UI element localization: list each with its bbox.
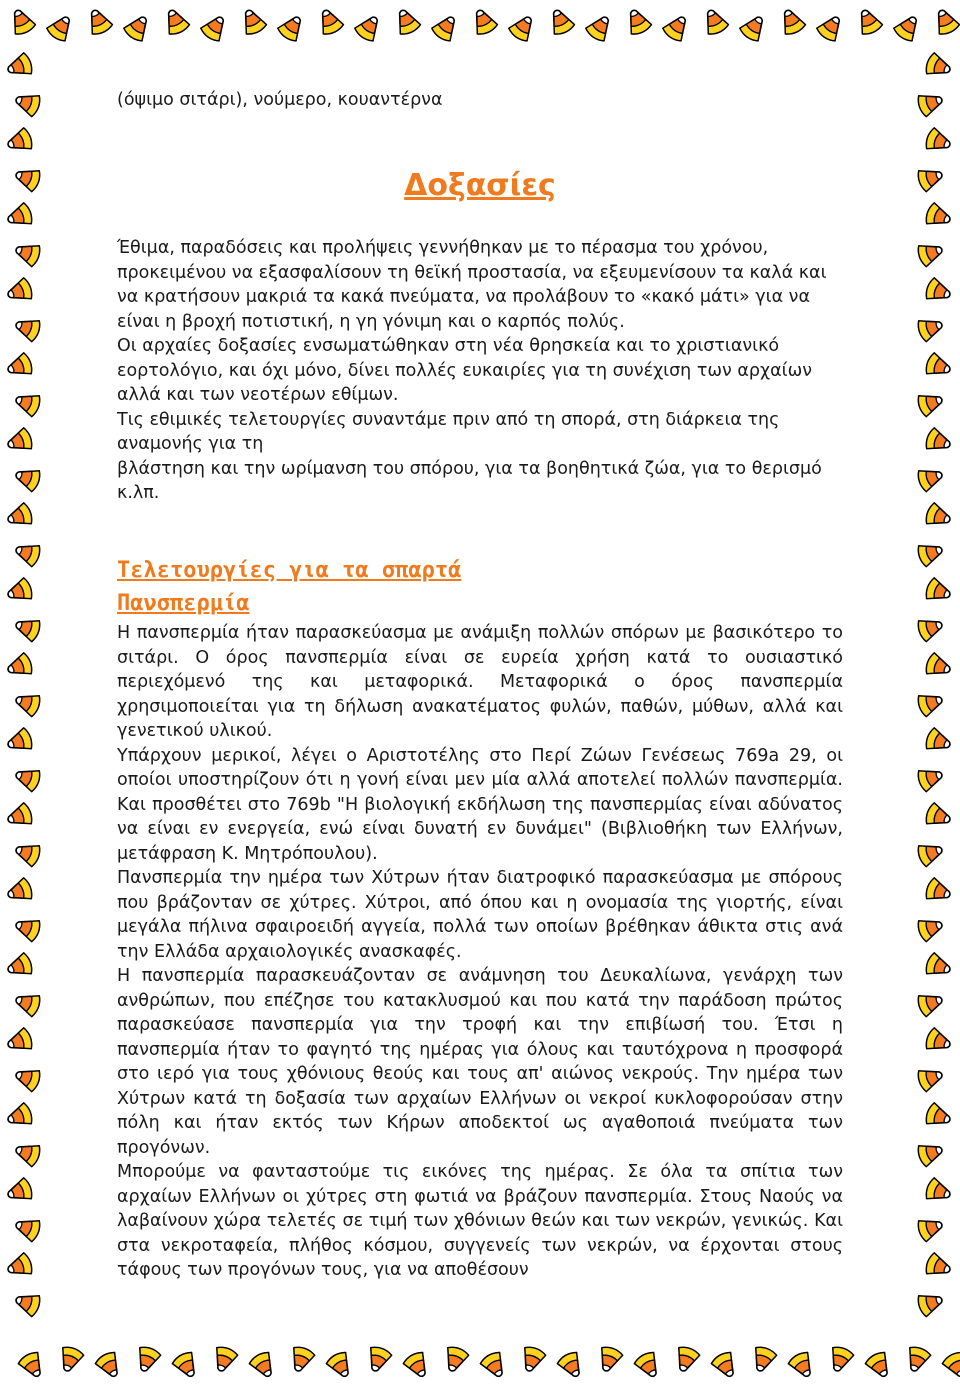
candy-corn-icon (4, 127, 34, 156)
candy-corn-icon (916, 1139, 946, 1168)
candy-corn-icon (892, 11, 924, 43)
candy-corn-icon (94, 1350, 125, 1381)
candy-corn-icon (916, 989, 946, 1018)
candy-corn-icon (4, 727, 34, 756)
candy-corn-icon (924, 427, 954, 456)
paragraph: βλάστηση και την ωρίμανση του σπόρου, για τα βοηθητικά ζώα, για το θερισμό κ.λπ. (117, 458, 822, 503)
candy-corn-icon (924, 877, 954, 906)
paragraph: Πανσπερμία την ημέρα των Χύτρων ήταν διατροφικό παρασκεύασμα με σπόρους που βράζονταν σε χύτρες. Χύτροι, από όπου και η ονομασία της γιορτής, είναι μεγάλα πήλινα σφαιροειδή αγγεία, πολλά των οποίων βρέθηκαν άθικτα στις ανά την Ελλάδα αρχαιολογικές ανασκαφές. (117, 868, 843, 962)
candy-corn-icon (916, 1214, 946, 1243)
candy-corn-icon (12, 1289, 42, 1318)
candy-corn-icon (924, 352, 954, 381)
candy-corn-icon (12, 239, 42, 268)
candy-corn-icon (633, 1350, 664, 1381)
candy-corn-icon (4, 427, 34, 456)
candy-corn-icon (924, 952, 954, 981)
candy-corn-icon (12, 1139, 42, 1168)
candy-corn-icon (700, 6, 730, 37)
candy-corn-icon (4, 652, 34, 681)
candy-corn-icon (12, 989, 42, 1018)
candy-corn-icon (4, 1102, 34, 1131)
candy-corn-icon (916, 839, 946, 868)
candy-corn-icon (276, 11, 308, 43)
candy-corn-icon (924, 502, 954, 531)
candy-corn-icon (826, 1345, 855, 1375)
candy-corn-icon (122, 11, 154, 43)
candy-corn-icon (546, 6, 576, 37)
candy-corn-icon (916, 689, 946, 718)
candy-corn-icon (12, 1064, 42, 1093)
candy-corn-icon (4, 1177, 34, 1206)
paragraph: Έθιμα, παραδόσεις και προλήψεις γεννήθηκαν με το πέρασμα του χρόνου, προκειμένου να εξασφαλίσουν τη θεϊκή προστασία, να εξευμενίσουν τα καλά και να κρατήσουν μακριά τα κακά πνεύματα, να προλάβουν το «κακό μάτι» για να είναι η βροχή ποτιστική, η γη γόνιμη και ο καρπός πολύς. (117, 238, 827, 332)
candy-corn-icon (924, 127, 954, 156)
candy-corn-icon (315, 6, 345, 37)
candy-corn-icon (916, 314, 946, 343)
candy-corn-icon (924, 52, 954, 81)
candy-corn-icon (595, 1345, 624, 1375)
candy-corn-icon (4, 877, 34, 906)
candy-corn-icon (672, 1345, 701, 1375)
candy-corn-icon (916, 1064, 946, 1093)
candy-corn-icon (787, 1350, 818, 1381)
candy-corn-icon (916, 464, 946, 493)
candy-corn-icon (924, 652, 954, 681)
candy-corn-icon (903, 1345, 932, 1375)
candy-corn-icon (364, 1345, 393, 1375)
paragraph: Μπορούμε να φανταστούμε τις εικόνες της ημέρας. Σε όλα τα σπίτια των αρχαίων Ελλήνων οι χύτρες στη φωτιά να βράζουν πανσπερμία. Στους Ναούς να λαβαίνουν χώρα τελετές σε τιμή των χθόνιων θεών και των νεκρών, γενικώς. Και στα νεκροταφεία, πλήθος κόσμου, συγγενείς των νεκρών, να έρχονται στους τάφους των προγόνων τους, για να αποθέσουν (117, 1162, 843, 1280)
candy-corn-icon (556, 1350, 587, 1381)
candy-corn-icon (623, 6, 653, 37)
candy-corn-icon (17, 1350, 48, 1381)
candy-corn-icon (924, 277, 954, 306)
candy-corn-icon (738, 11, 770, 43)
candy-corn-icon (924, 1102, 954, 1131)
candy-corn-icon (84, 6, 114, 37)
candy-corn-icon (777, 6, 807, 37)
candy-corn-icon (924, 1252, 954, 1281)
candy-corn-icon (12, 89, 42, 118)
candy-corn-icon (7, 6, 37, 37)
candy-corn-icon (931, 6, 960, 37)
candy-corn-icon (441, 1345, 470, 1375)
candy-corn-icon (507, 11, 539, 43)
candy-corn-icon (12, 389, 42, 418)
candy-corn-icon (12, 1214, 42, 1243)
candy-corn-icon (12, 614, 42, 643)
candy-corn-icon (924, 802, 954, 831)
candy-corn-icon (12, 539, 42, 568)
candy-corn-icon (916, 239, 946, 268)
paragraph: Η πανσπερμία παρασκευάζονταν σε ανάμνηση του Δευκαλίωνα, γενάρχη των ανθρώπων, που επέζησε του κατακλυσμού και που κατά την παράδοση πρώτος παρασκεύασε πανσπερμία για την τροφή και την επιβίωσή του. Έτσι η πανσπερμία ήταν το φαγητό της ημέρας για όλους και ταυτόχρονα η προσφορά στο ιερό για τους χθόνιους θεούς και τους απ' αιώνος νεκρούς. Την ημέρα των Χύτρων κατά τη δοξασία των αρχαίων Ελλήνων οι νεκροί κυκλοφορούσαν στην πόλη και ήταν εκτός των Κήρων αποδεκτοί ως αγαθοποιά πνεύματα των προγόνων. (117, 966, 843, 1158)
candy-corn-icon (199, 11, 231, 43)
candy-corn-icon (864, 1350, 895, 1381)
page-title: Δοξασίες (404, 168, 556, 203)
candy-corn-icon (12, 464, 42, 493)
candy-corn-icon (941, 1350, 960, 1381)
paragraph: Υπάρχουν μερικοί, λέγει ο Αριστοτέλης στο Περί Ζώων Γενέσεως 769a 29, οι οποίοι υποστηρίζουν ότι η γονή είναι μεν μία αλλά αποτελεί πολλών πανσπερμία. Και προσθέτει στο 769b "Η βιολογική εκδήλωση της πανσπερμίας είναι αδύνατος να είναι εν ενεργεία, ενώ είναι δυνατή εν δυνάμει" (Βιβλιοθήκη των Ελλήνων, μετάφραση Κ. Μητρόπουλου). (117, 745, 843, 864)
candy-corn-icon (4, 802, 34, 831)
candy-corn-icon (210, 1345, 239, 1375)
candy-corn-icon (56, 1345, 85, 1375)
section-panspermia (117, 621, 843, 1283)
candy-corn-icon (392, 6, 422, 37)
candy-corn-icon (12, 314, 42, 343)
paragraph: Οι αρχαίες δοξασίες ενσωματώθηκαν στη νέα θρησκεία και το χριστιανικό εορτολόγιο, και όχι μόνο, δίνει πολλές ευκαιρίες για τη συνέχιση των αρχαίων αλλά και των νεοτέρων εθίμων. (117, 336, 813, 405)
candy-corn-icon (171, 1350, 202, 1381)
candy-corn-icon (916, 1289, 946, 1318)
candy-corn-icon (4, 1252, 34, 1281)
candy-corn-icon (916, 614, 946, 643)
candy-corn-icon (710, 1350, 741, 1381)
candy-corn-icon (430, 11, 462, 43)
candy-corn-icon (916, 764, 946, 793)
paragraph: Η πανσπερμία ήταν παρασκεύασμα με ανάμιξη πολλών σπόρων με βασικότερο το σιτάρι. Ο όρος πανσπερμία είναι σε ευρεία χρήση κατά το ουσιαστικό περιεχόμενό της και μεταφορικά. Μεταφορικά ο όρος πανσπερμία χρησιμοποιείται για τη δήλωση ανακατέματος φυλών, παθών, μύθων, αλλά και γενετικού υλικού. (117, 623, 843, 741)
candy-corn-icon (916, 89, 946, 118)
candy-corn-icon (924, 1027, 954, 1056)
candy-corn-icon (4, 52, 34, 81)
candy-corn-icon (916, 389, 946, 418)
paragraph: Τις εθιμικές τελετουργίες συναντάμε πριν από τη σπορά, στη διάρκεια της αναμονής για τη (117, 409, 780, 454)
candy-corn-icon (584, 11, 616, 43)
candy-corn-icon (248, 1350, 279, 1381)
candy-corn-icon (4, 277, 34, 306)
candy-corn-icon (815, 11, 847, 43)
candy-corn-icon (133, 1345, 162, 1375)
candy-corn-icon (924, 577, 954, 606)
heading-rituals: Τελετουργίες για τα σπαρτά (117, 558, 462, 583)
section-beliefs (117, 236, 843, 506)
candy-corn-icon (12, 764, 42, 793)
candy-corn-icon (4, 352, 34, 381)
heading-panspermia: Πανσπερμία (117, 591, 250, 616)
lead-line: (όψιμο σιτάρι), νούμερο, κουαντέρνα (117, 90, 443, 110)
candy-corn-icon (479, 1350, 510, 1381)
candy-corn-icon (402, 1350, 433, 1381)
candy-corn-icon (161, 6, 191, 37)
candy-corn-icon (238, 6, 268, 37)
candy-corn-icon (4, 577, 34, 606)
candy-corn-icon (518, 1345, 547, 1375)
candy-corn-icon (12, 839, 42, 868)
candy-corn-icon (287, 1345, 316, 1375)
candy-corn-icon (12, 689, 42, 718)
candy-corn-icon (4, 952, 34, 981)
candy-corn-icon (924, 202, 954, 231)
candy-corn-icon (854, 6, 884, 37)
candy-corn-icon (749, 1345, 778, 1375)
candy-corn-icon (916, 914, 946, 943)
candy-corn-icon (4, 502, 34, 531)
candy-corn-icon (916, 539, 946, 568)
candy-corn-icon (469, 6, 499, 37)
candy-corn-icon (12, 914, 42, 943)
candy-corn-icon (4, 202, 34, 231)
candy-corn-icon (325, 1350, 356, 1381)
candy-corn-icon (4, 1027, 34, 1056)
candy-corn-icon (924, 727, 954, 756)
candy-corn-icon (45, 11, 77, 43)
candy-corn-icon (353, 11, 385, 43)
candy-corn-icon (661, 11, 693, 43)
candy-corn-icon (924, 1177, 954, 1206)
